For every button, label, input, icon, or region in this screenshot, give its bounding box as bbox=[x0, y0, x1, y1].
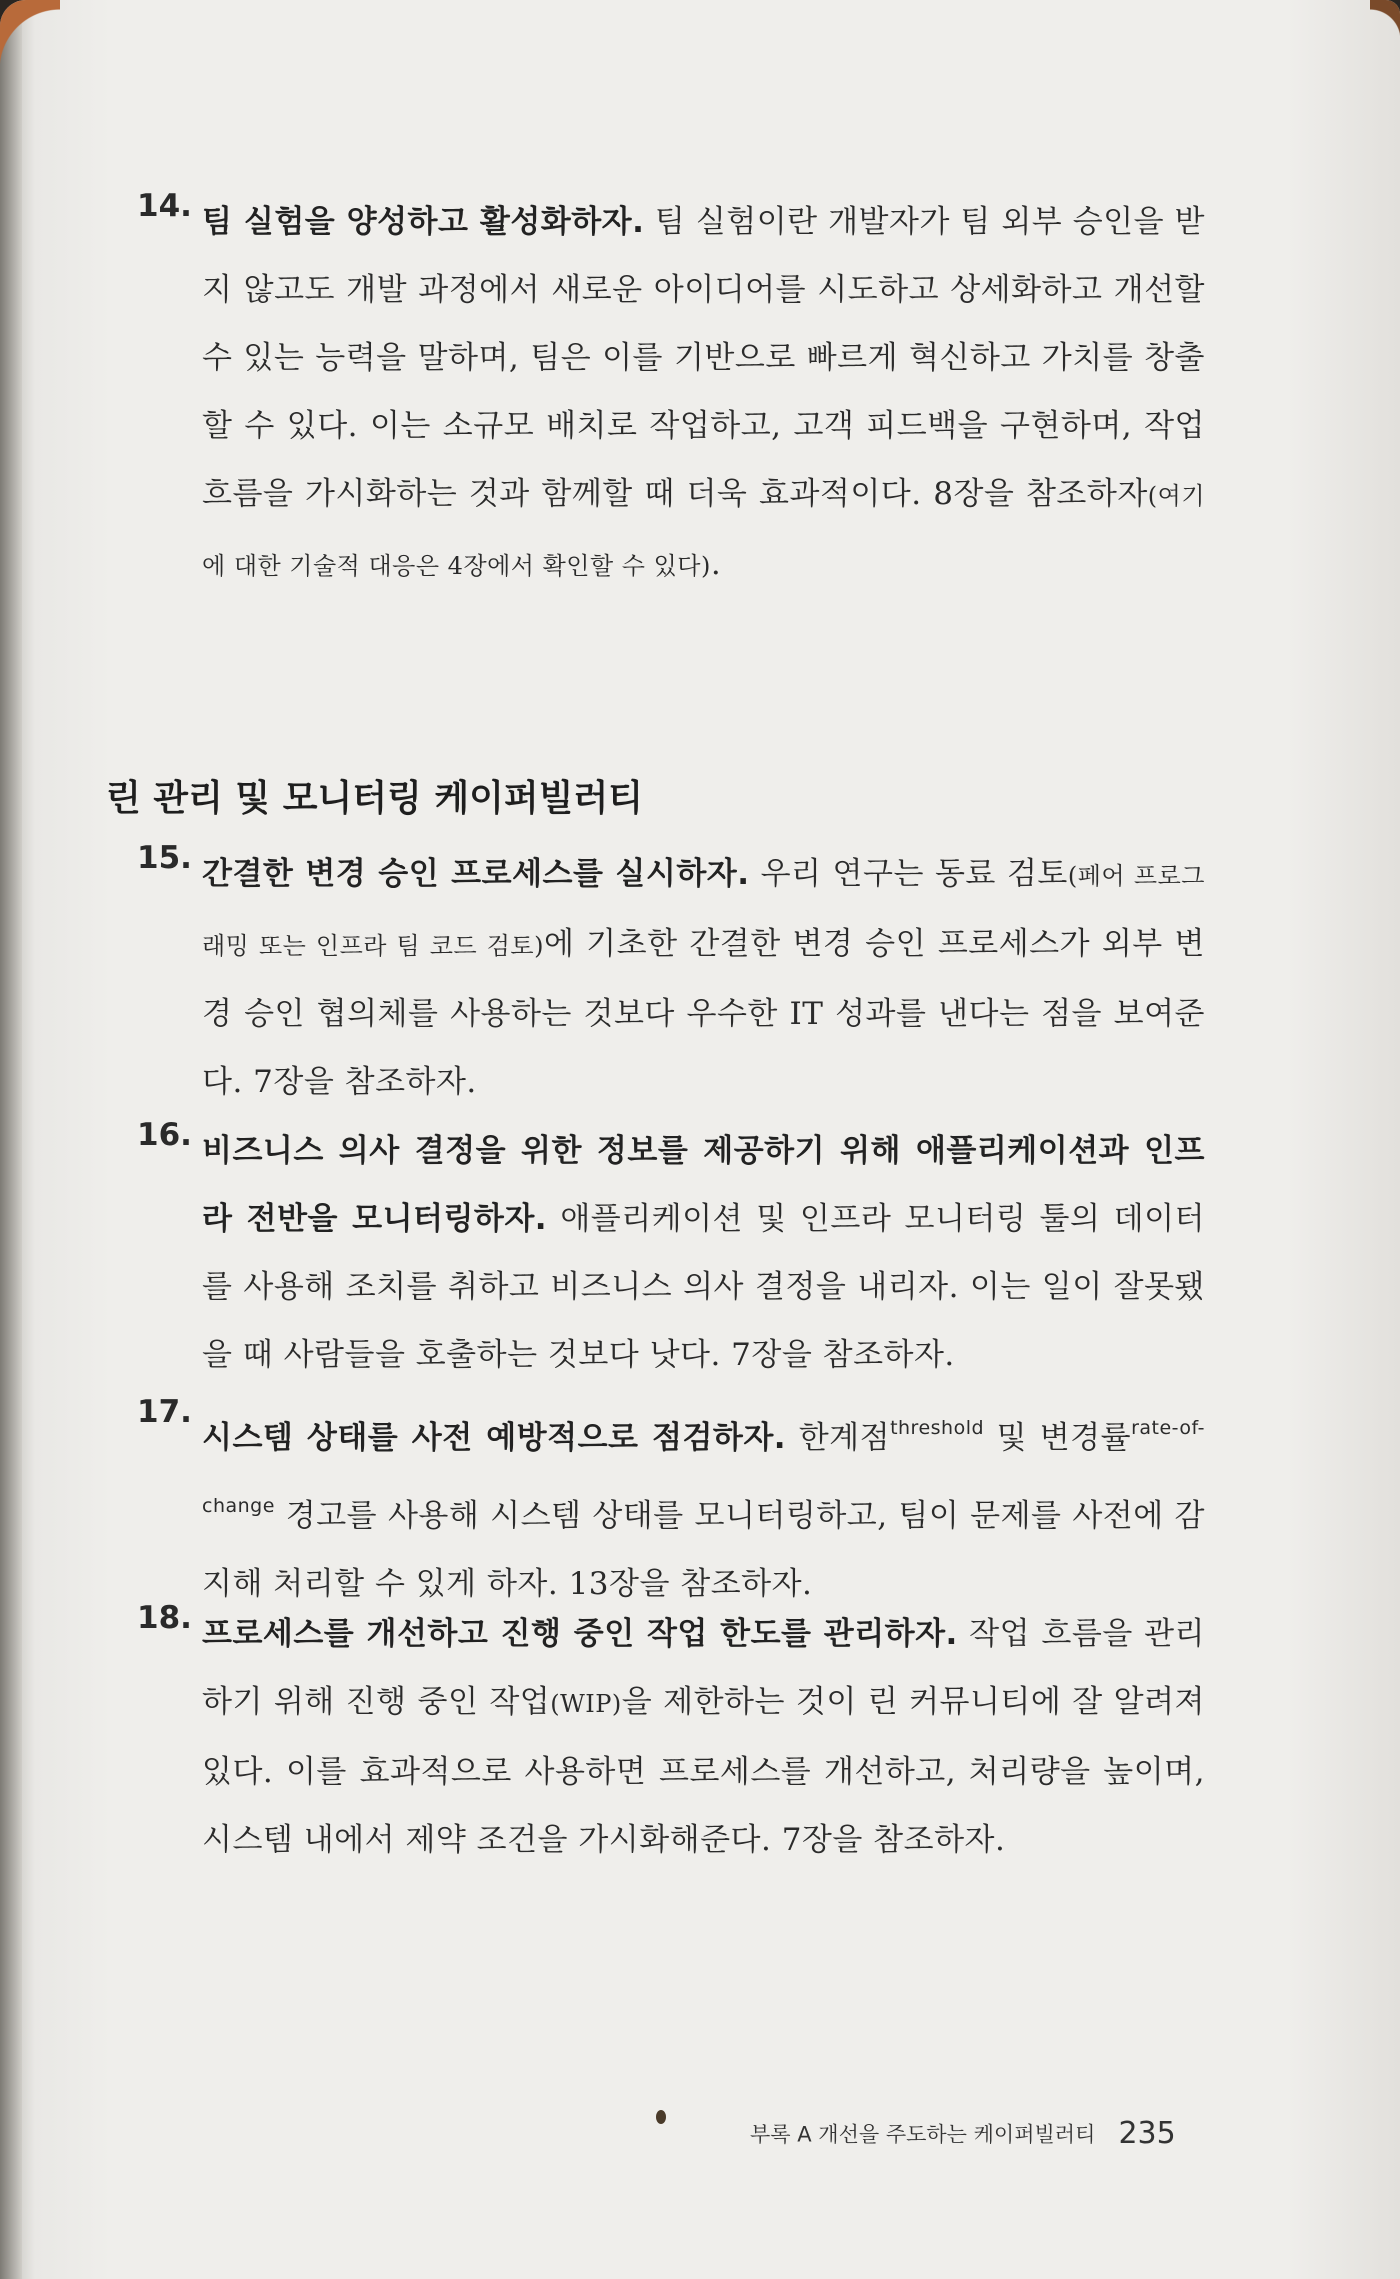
item-lead: 시스템 상태를 사전 예방적으로 점검하자. bbox=[202, 1420, 787, 1456]
item-lead: 간결한 변경 승인 프로세스를 실시하자. bbox=[202, 856, 750, 892]
item-text: 작업 흐름을 관리하기 위해 진행 중인 작업 bbox=[202, 1616, 1206, 1720]
list-item-18 bbox=[137, 1600, 1206, 1874]
item-body bbox=[202, 1394, 1205, 1618]
page-number: 235 bbox=[1118, 2116, 1176, 2151]
section-heading: 린 관리 및 모니터링 케이퍼빌러티 bbox=[106, 778, 643, 819]
list-item-15 bbox=[137, 840, 1205, 1116]
page-corner-shadow bbox=[0, 0, 60, 70]
item-text: 경고를 사용해 시스템 상태를 모니터링하고, 팀이 문제를 사전에 감지해 처리할 수 있게 하자. 13장을 참조하자. bbox=[202, 1498, 1205, 1602]
item-lead: 프로세스를 개선하고 진행 중인 작업 한도를 관리하자. bbox=[202, 1616, 958, 1652]
item-number: 15. bbox=[137, 840, 192, 876]
item-note: (여기에 대한 기술적 대응은 4장에서 확인할 수 있다) bbox=[202, 482, 1205, 580]
item-text: 팀 실험이란 개발자가 팀 외부 승인을 받지 않고도 개발 과정에서 새로운 아이디어를 시도하고 상세화하고 개선할 수 있는 능력을 말하며, 팀은 이를 기반으로 빠르게 혁신하고 가치를 창출할 수 있다. 이는 소규모 배치로 작업하고, 고객 피드백을 구현하며, 작업 흐름을 가시화하는 것과 함께할 때 더욱 효과적이다. 8장을 참조하자 bbox=[202, 204, 1205, 512]
footer-title: 부록 A 개선을 주도하는 케이퍼빌러티 bbox=[750, 2122, 1096, 2147]
item-tail: . bbox=[710, 546, 722, 582]
item-text: 및 변경률 bbox=[984, 1420, 1132, 1456]
item-number: 14. bbox=[137, 188, 192, 224]
page-corner-shadow bbox=[1370, 0, 1400, 40]
list-item-14 bbox=[137, 188, 1205, 600]
item-body bbox=[202, 188, 1205, 600]
item-note: (WIP) bbox=[550, 1690, 622, 1718]
item-text: 애플리케이션 및 인프라 모니터링 툴의 데이터를 사용해 조치를 취하고 비즈니스 의사 결정을 내리자. 이는 일이 잘못됐을 때 사람들을 호출하는 것보다 낫다. 7장을 참조하자. bbox=[202, 1201, 1205, 1373]
item-tail: 에 기초한 간결한 변경 승인 프로세스가 외부 변경 승인 협의체를 사용하는 것보다 우수한 IT 성과를 낸다는 점을 보여준다. 7장을 참조하자. bbox=[202, 926, 1205, 1100]
item-tail: 을 제한하는 것이 린 커뮤니티에 잘 알려져 있다. 이를 효과적으로 사용하면 프로세스를 개선하고, 처리량을 높이며, 시스템 내에서 제약 조건을 가시화해준다. 7장을 참조하자. bbox=[202, 1684, 1205, 1858]
item-superscript: threshold bbox=[890, 1417, 985, 1439]
item-number: 17. bbox=[137, 1394, 192, 1430]
item-text: 한계점 bbox=[786, 1420, 891, 1456]
item-lead: 비즈니스 의사 결정을 위한 정보를 제공하기 위해 애플리케이션과 인프라 전반을 모니터링하자. bbox=[202, 1133, 1205, 1237]
item-lead: 팀 실험을 양성하고 활성화하자. bbox=[202, 204, 645, 240]
item-number: 16. bbox=[137, 1117, 192, 1153]
item-superscript: rate-of-change bbox=[202, 1417, 1206, 1517]
list-item-16 bbox=[137, 1117, 1205, 1389]
page-footer bbox=[750, 2116, 1176, 2151]
item-note: (페어 프로그래밍 또는 인프라 팀 코드 검토) bbox=[202, 862, 1205, 960]
item-body bbox=[202, 840, 1205, 1116]
item-number: 18. bbox=[137, 1600, 192, 1636]
item-body bbox=[202, 1117, 1205, 1389]
item-text: 우리 연구는 동료 검토 bbox=[749, 856, 1068, 892]
ink-spot bbox=[656, 2110, 666, 2124]
item-body bbox=[202, 1600, 1205, 1874]
